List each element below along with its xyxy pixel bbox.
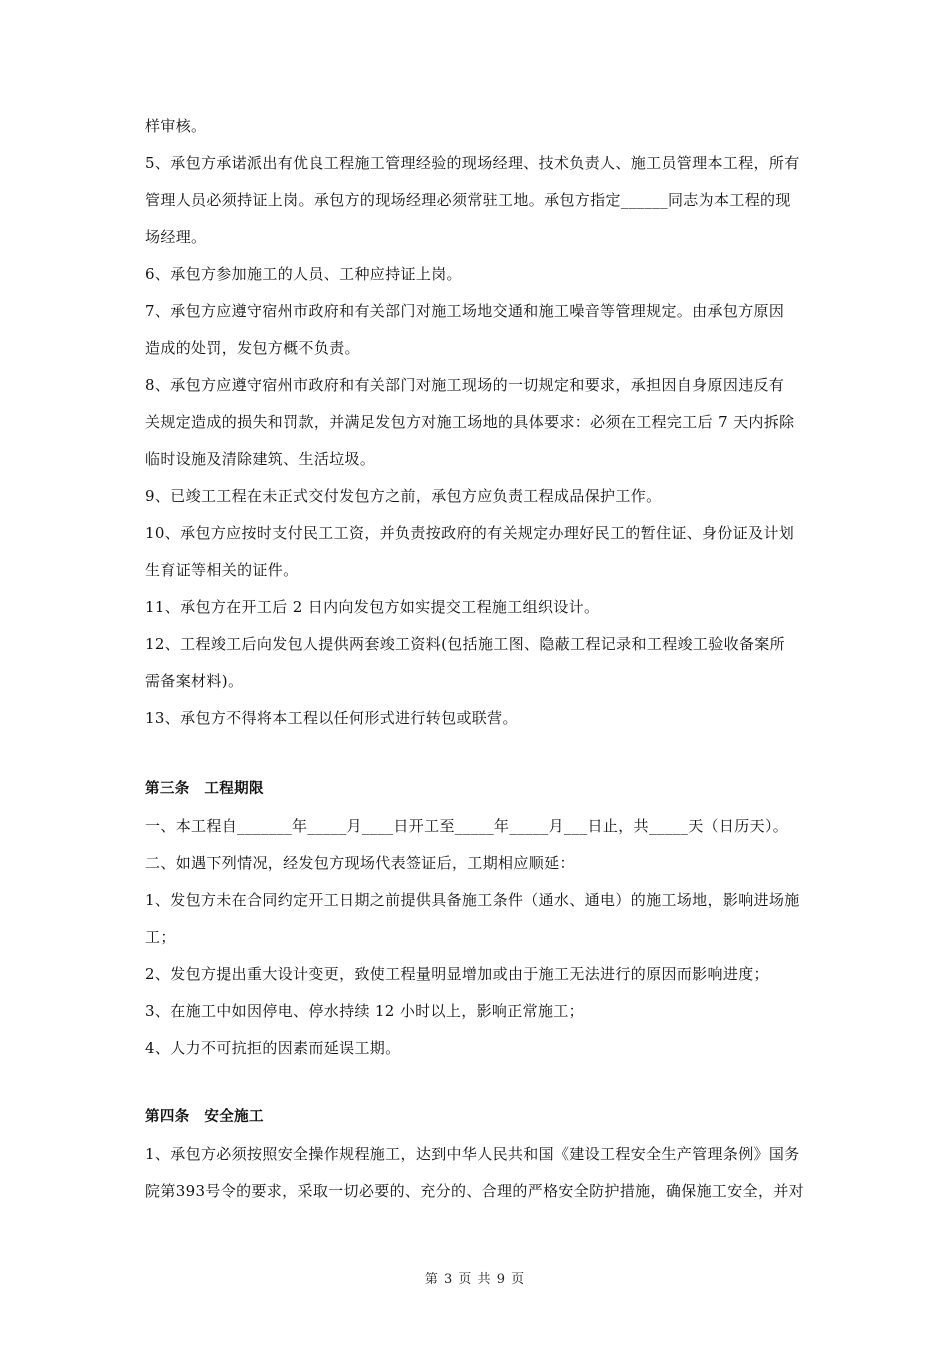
- section-heading: 第四条 安全施工: [145, 1109, 264, 1125]
- text-line: 一、本工程自_______年_____月____日开工至_____年_____月___日止，共_____天（日历天）。: [145, 817, 789, 835]
- text-line: 关规定造成的损失和罚款，并满足发包方对施工场地的具体要求：必须在工程完工后 7 天内拆除: [145, 413, 795, 431]
- section-spacer: [145, 737, 805, 771]
- section-spacer: [145, 1067, 805, 1099]
- text-line: 场经理。: [145, 228, 207, 246]
- section-4-safety: [145, 1099, 805, 1210]
- text-line: 样审核。: [145, 117, 207, 135]
- text-line: 5、承包方承诺派出有优良工程施工管理经验的现场经理、技术负责人、施工员管理本工程，所有: [145, 154, 800, 172]
- text-line: 造成的处罚，发包方概不负责。: [145, 339, 360, 357]
- text-line: 11、承包方在开工后 2 日内向发包方如实提交工程施工组织设计。: [145, 598, 600, 616]
- text-line: 4、人力不可抗拒的因素而延误工期。: [145, 1039, 401, 1057]
- text-line: 1、发包方未在合同约定开工日期之前提供具备施工条件（通水、通电）的施工场地，影响进场施: [145, 891, 800, 909]
- text-line: 二、如遇下列情况，经发包方现场代表签证后，工期相应顺延：: [145, 854, 575, 872]
- text-line: 临时设施及清除建筑、生活垃圾。: [145, 450, 376, 468]
- text-line: 12、工程竣工后向发包人提供两套竣工资料(包括施工图、隐蔽工程记录和工程竣工验收备案所: [145, 635, 785, 653]
- section-3-schedule: [145, 771, 805, 1067]
- text-line: 10、承包方应按时支付民工工资，并负责按政府的有关规定办理好民工的暂住证、身份证及计划: [145, 524, 795, 542]
- text-line: 工；: [145, 928, 176, 946]
- document-page: [145, 108, 805, 1210]
- section-heading: 第三条 工程期限: [145, 781, 264, 797]
- text-line: 8、承包方应遵守宿州市政府和有关部门对施工现场的一切规定和要求，承担因自身原因违反有: [145, 376, 785, 394]
- text-line: 9、已竣工工程在未正式交付发包方之前，承包方应负责工程成品保护工作。: [145, 487, 662, 505]
- text-line: 1、承包方必须按照安全操作规程施工，达到中华人民共和国《建设工程安全生产管理条例》国务: [145, 1145, 800, 1163]
- text-line: 管理人员必须持证上岗。承包方的现场经理必须常驻工地。承包方指定______同志为本工程的现: [145, 191, 791, 209]
- text-line: 需备案材料)。: [145, 672, 244, 690]
- page-number: 第 3 页 共 9 页: [424, 1272, 526, 1287]
- section-2-clauses: [145, 108, 805, 737]
- text-line: 院第393号令的要求，采取一切必要的、充分的、合理的严格安全防护措施，确保施工安全，并对: [145, 1182, 805, 1200]
- text-line: 7、承包方应遵守宿州市政府和有关部门对施工场地交通和施工噪音等管理规定。由承包方原因: [145, 302, 785, 320]
- text-line: 3、在施工中如因停电、停水持续 12 小时以上，影响正常施工；: [145, 1002, 585, 1020]
- text-line: 生育证等相关的证件。: [145, 561, 299, 579]
- text-line: 6、承包方参加施工的人员、工种应持证上岗。: [145, 265, 462, 283]
- text-line: 13、承包方不得将本工程以任何形式进行转包或联营。: [145, 709, 518, 727]
- text-line: 2、发包方提出重大设计变更，致使工程量明显增加或由于施工无法进行的原因而影响进度；: [145, 965, 769, 983]
